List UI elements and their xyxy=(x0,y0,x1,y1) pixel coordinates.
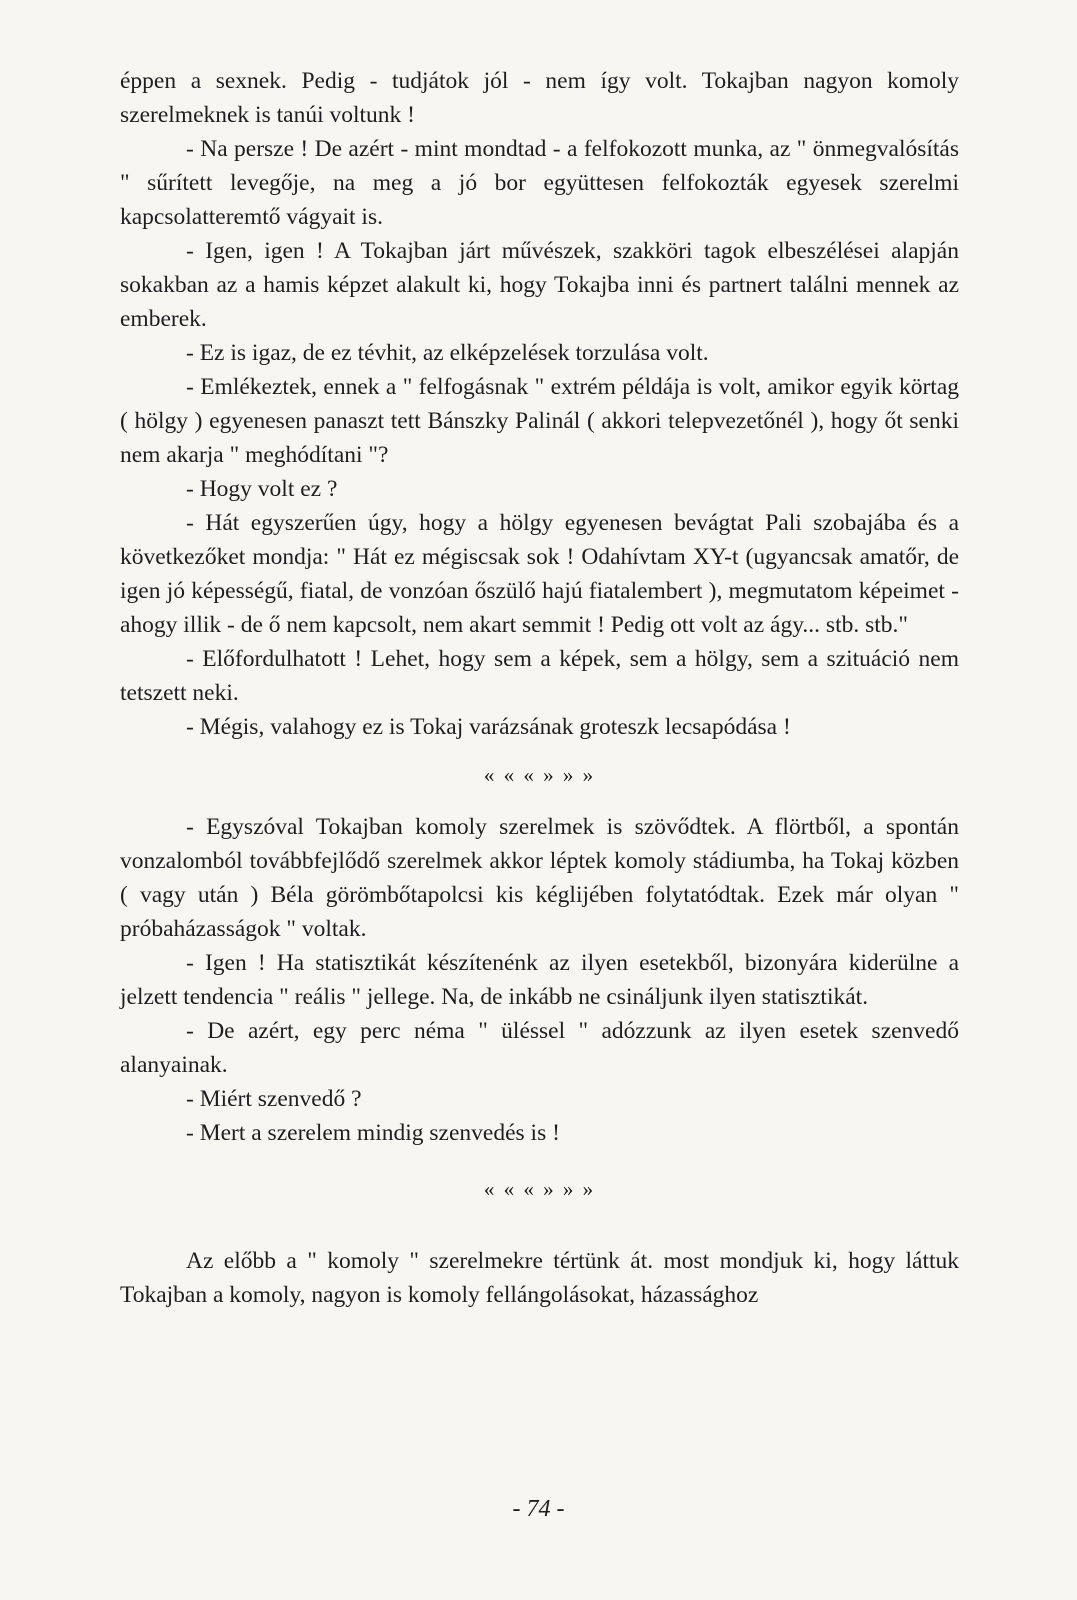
body-text xyxy=(120,64,959,1312)
paragraph: - Igen, igen ! A Tokajban járt művészek, szakköri tagok elbeszélései alapján sokakban az a hamis képzet alakult ki, hogy Tokajba inni és partnert találni mennek az emberek. xyxy=(120,238,959,332)
paragraph: - Mégis, valahogy ez is Tokaj varázsának groteszk lecsapódása ! xyxy=(186,714,791,740)
section-separator: « « « » » » xyxy=(483,1177,596,1201)
paragraph: - Ez is igaz, de ez tévhit, az elképzelések torzulása volt. xyxy=(186,340,709,366)
paragraph: - Egyszóval Tokajban komoly szerelmek is szövődtek. A flörtből, a spontán vonzalomból továbbfejlődő szerelmek akkor léptek komoly stádiumba, ha Tokaj közben ( vagy után ) Béla görömbőtapolcsi kis kéglijében folytatódtak. Ezek már olyan " próbaházasságok " voltak. xyxy=(120,814,959,942)
page-number: - 74 - xyxy=(512,1496,565,1522)
paragraph: - Hogy volt ez ? xyxy=(186,476,338,502)
paragraph: éppen a sexnek. Pedig - tudjátok jól - nem így volt. Tokajban nagyon komoly szerelmeknek is tanúi voltunk ! xyxy=(120,68,959,128)
paragraph: - De azért, egy perc néma " üléssel " adózzunk az ilyen esetek szenvedő alanyainak. xyxy=(120,1018,959,1078)
section-separator: « « « » » » xyxy=(483,763,596,787)
paragraph: - Miért szenvedő ? xyxy=(186,1086,362,1112)
paragraph: - Hát egyszerűen úgy, hogy a hölgy egyenesen bevágtat Pali szobajába és a következőket mondja: " Hát ez mégiscsak sok ! Odahívtam XY-t (ugyancsak amatőr, de igen jó képességű, fiatal, de vonzóan őszülő hajú fiatalembert ), megmutatom képeimet - ahogy illik - de ő nem kapcsolt, nem akart semmit ! Pedig ott volt az ágy... stb. stb." xyxy=(120,510,959,638)
paragraph: - Emlékeztek, ennek a " felfogásnak " extrém példája is volt, amikor egyik körtag ( hölgy ) egyenesen panaszt tett Bánszky Palinál ( akkori telepvezetőnél ), hogy őt senki nem akarja " meghódítani "? xyxy=(120,374,959,468)
paragraph: Az előbb a " komoly " szerelmekre tértünk át. most mondjuk ki, hogy láttuk Tokajban a komoly, nagyon is komoly fellángolásokat, házassághoz xyxy=(120,1248,959,1308)
paragraph: - Mert a szerelem mindig szenvedés is ! xyxy=(186,1120,560,1146)
paragraph: - Na persze ! De azért - mint mondtad - a felfokozott munka, az " önmegvalósítás " sűrített levegője, na meg a jó bor együttesen felfokozták egyesek szerelmi kapcsolatteremtő vágyait is. xyxy=(120,136,959,230)
paragraph: - Igen ! Ha statisztikát készítenénk az ilyen esetekből, bizonyára kiderülne a jelzett tendencia " reális " jellege. Na, de inkább ne csináljunk ilyen statisztikát. xyxy=(120,950,959,1010)
paragraph: - Előfordulhatott ! Lehet, hogy sem a képek, sem a hölgy, sem a szituáció nem tetszett neki. xyxy=(120,646,959,706)
